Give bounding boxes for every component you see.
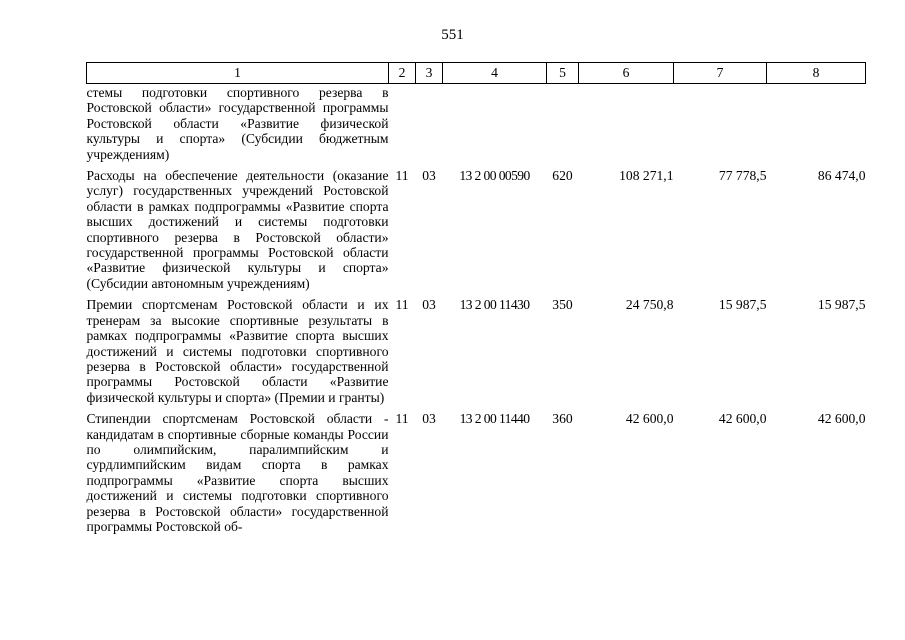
table-row [87,291,866,405]
row-expense-type [547,84,579,163]
row-description: Расходы на обеспечение деятельности (оказание услуг) государственных учреждений Ростовской области в рамках подпрограммы «Развитие спорта высших достижений и системы подготовки спортивного резерва в Ростовской области» государственной программы Ростовской области «Развитие физической культуры и спорта» (Субсидии автономным учреждениям) [86,168,389,291]
row-description: Премии спортсменам Ростовской области и их тренерам за высокие спортивные результаты в рамках подпрограммы «Развитие спорта высших достижений и системы подготовки спортивного резерва в Ростовской области» государственной программы Ростовской области «Развитие физической культуры и спорта» (Премии и гранты) [86,297,389,405]
table-row [87,162,866,291]
column-header-7: 7 [674,63,767,84]
row-section [389,84,416,163]
row-expense-type: 620 [552,168,573,184]
row-amount-3: 42 600,0 [817,411,866,427]
row-target-article: 13 2 00 11440 [459,411,530,427]
column-header-8: 8 [767,63,866,84]
row-subsection: 03 [422,168,436,184]
row-amount-3: 15 987,5 [817,297,866,313]
column-header-4: 4 [443,63,547,84]
budget-table [86,62,866,534]
row-amount-1: 42 600,0 [625,411,674,427]
table-row [87,405,866,534]
row-section: 11 [395,411,409,427]
row-amount-1: 108 271,1 [619,168,674,184]
table-row [87,84,866,163]
row-section: 11 [395,297,409,313]
row-subsection: 03 [422,297,436,313]
row-description: стемы подготовки спортивного резерва в Ростовской области» государственной программы Ростовской области «Развитие физической культуры и спорта» (Субсидии бюджетным учреждениям) [86,85,389,162]
row-target-article: 13 2 00 11430 [459,297,530,313]
column-header-2: 2 [389,63,416,84]
column-header-6: 6 [579,63,674,84]
row-amount-2: 77 778,5 [718,168,767,184]
row-section: 11 [395,168,409,184]
row-amount-1 [579,84,674,163]
row-subsection [416,84,443,163]
row-expense-type: 360 [552,411,573,427]
column-header-1: 1 [87,63,389,84]
row-amount-3 [767,84,866,163]
row-description: Стипендии спортсменам Ростовской области - кандидатам в спортивные сборные команды России по олимпийским, паралимпийским и сурдлимпийским видам спорта в рамках подпрограммы «Развитие спорта высших достижений и системы подготовки спортивного резерва в Ростовской области» государственной программы Ростовской об- [86,411,389,534]
row-amount-2 [674,84,767,163]
row-amount-1: 24 750,8 [625,297,674,313]
row-target-article [443,84,547,163]
row-amount-2: 42 600,0 [718,411,767,427]
column-header-3: 3 [416,63,443,84]
header-row [87,63,866,84]
row-expense-type: 350 [552,297,573,313]
row-subsection: 03 [422,411,436,427]
column-header-5: 5 [547,63,579,84]
page-number: 551 [441,27,464,43]
row-amount-3: 86 474,0 [817,168,866,184]
row-target-article: 13 2 00 00590 [459,168,530,184]
row-amount-2: 15 987,5 [718,297,767,313]
